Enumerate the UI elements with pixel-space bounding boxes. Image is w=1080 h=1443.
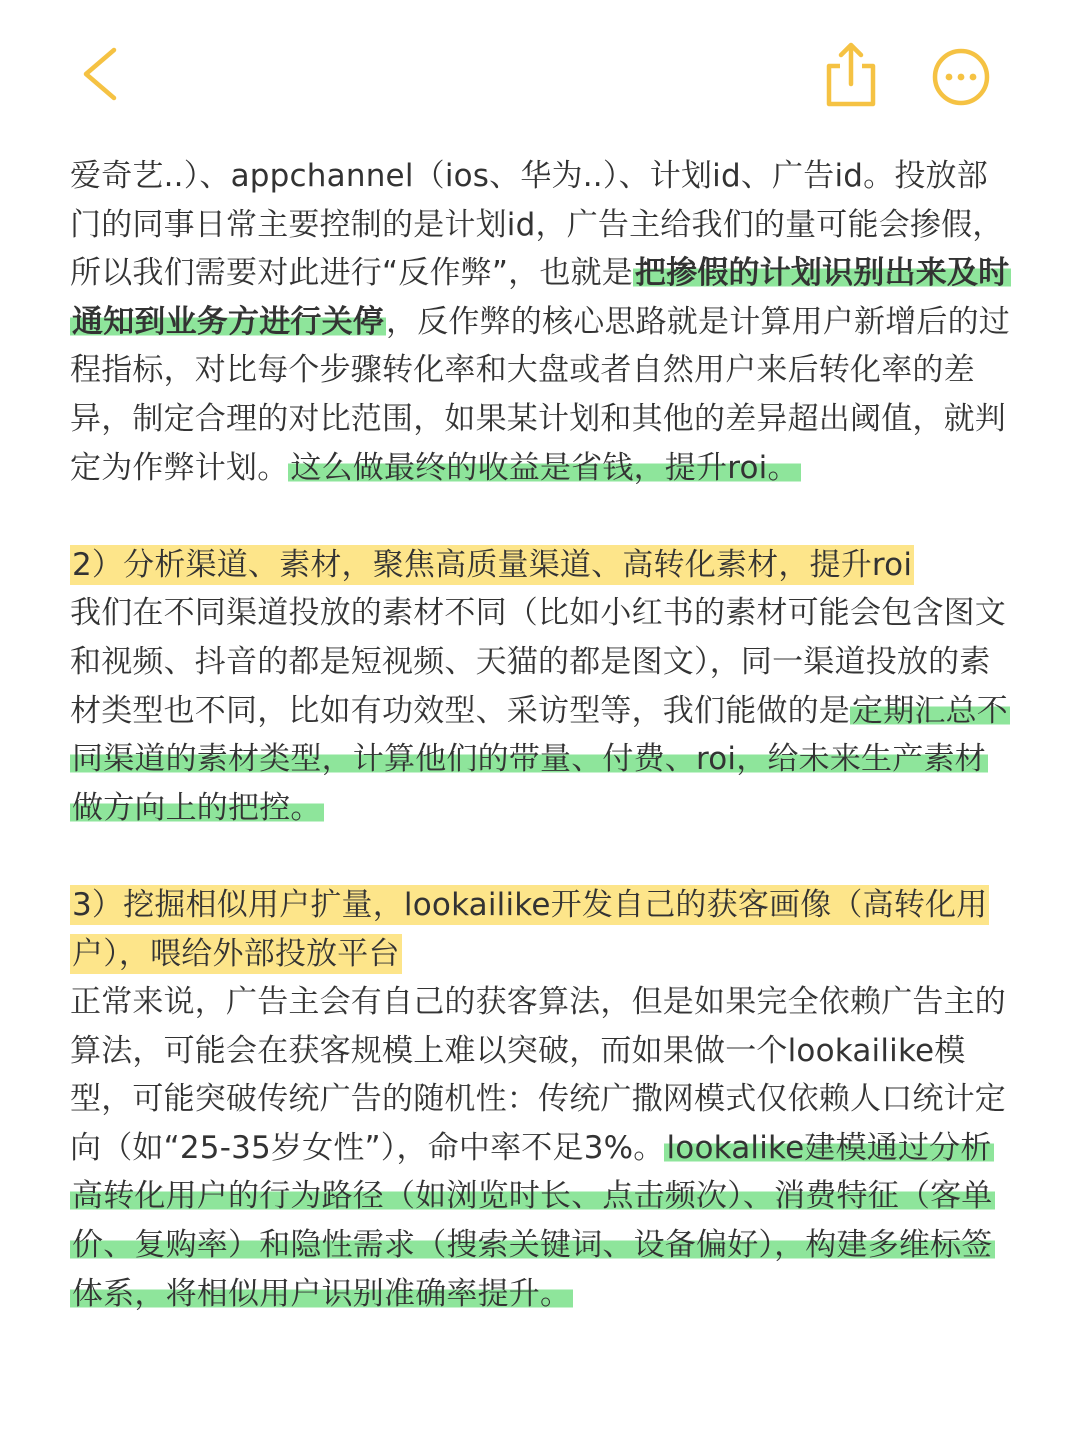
spacer (70, 492, 1015, 541)
more-icon[interactable] (930, 46, 992, 108)
heading-text: 2）分析渠道、素材，聚焦高质量渠道、高转化素材，提升roi (72, 546, 913, 583)
chevron-left-icon[interactable] (78, 44, 122, 104)
article-body (70, 152, 1015, 1318)
highlight-text: lookalike建模通过分析高转化用户的行为路径（如浏览时长、点击频次）、消费特征（客单价、复购率）和隐性需求（搜索关键词、设备偏好），构建多维标签体系，将相似用户识别准确率提升。 (72, 1129, 993, 1312)
section-heading (70, 881, 1015, 978)
heading-text: 3）挖掘相似用户扩量，lookailike开发自己的获客画像（高转化用户），喂给外部投放平台 (72, 886, 988, 972)
spacer (70, 832, 1015, 881)
paragraph-anti-fraud (70, 152, 1015, 492)
share-icon[interactable] (818, 40, 882, 110)
section-heading (70, 541, 1015, 590)
paragraph-text: ，反作弊的核心思路就是计算用户新增后的过程指标，对比每个步骤转化率和大盘或者自然用户来后转化率的差异，制定合理的对比范围，如果某计划和其他的差异超出阈值，就判定为作弊计划。 (70, 303, 1010, 486)
paragraph-text: 正常来说，广告主会有自己的获客算法，但是如果完全依赖广告主的算法，可能会在获客规模上难以突破，而如果做一个lookailike模型，可能突破传统广告的随机性：传统广撒网模式仅依赖人口统计定向（如“25-35岁女性”），命中率不足3%。 (70, 984, 1006, 1166)
paragraph-text: 我们在不同渠道投放的素材不同（比如小红书的素材可能会包含图文和视频、抖音的都是短视频、天猫的都是图文），同一渠道投放的素材类型也不同，比如有功效型、采访型等，我们能做的是 (70, 595, 1006, 729)
paragraph-channels (70, 589, 1015, 832)
paragraph-text: 爱奇艺..）、appchannel（ios、华为..）、计划id、广告id。投放部门的同事日常主要控制的是计划id，广告主给我们的量可能会掺假，所以我们需要对此进行“反作弊”，也就是 (70, 158, 1004, 292)
paragraph-lookalike (70, 978, 1015, 1318)
highlight-text: 定期汇总不同渠道的素材类型，计算他们的带量、付费、roi，给未来生产素材做方向上的把控。 (72, 692, 1008, 826)
highlight-text: 把掺假的计划识别出来及时通知到业务方进行关停 (72, 255, 1010, 340)
top-navigation-bar (0, 0, 1080, 150)
highlight-text: 这么做最终的收益是省钱，提升roi。 (290, 449, 799, 486)
